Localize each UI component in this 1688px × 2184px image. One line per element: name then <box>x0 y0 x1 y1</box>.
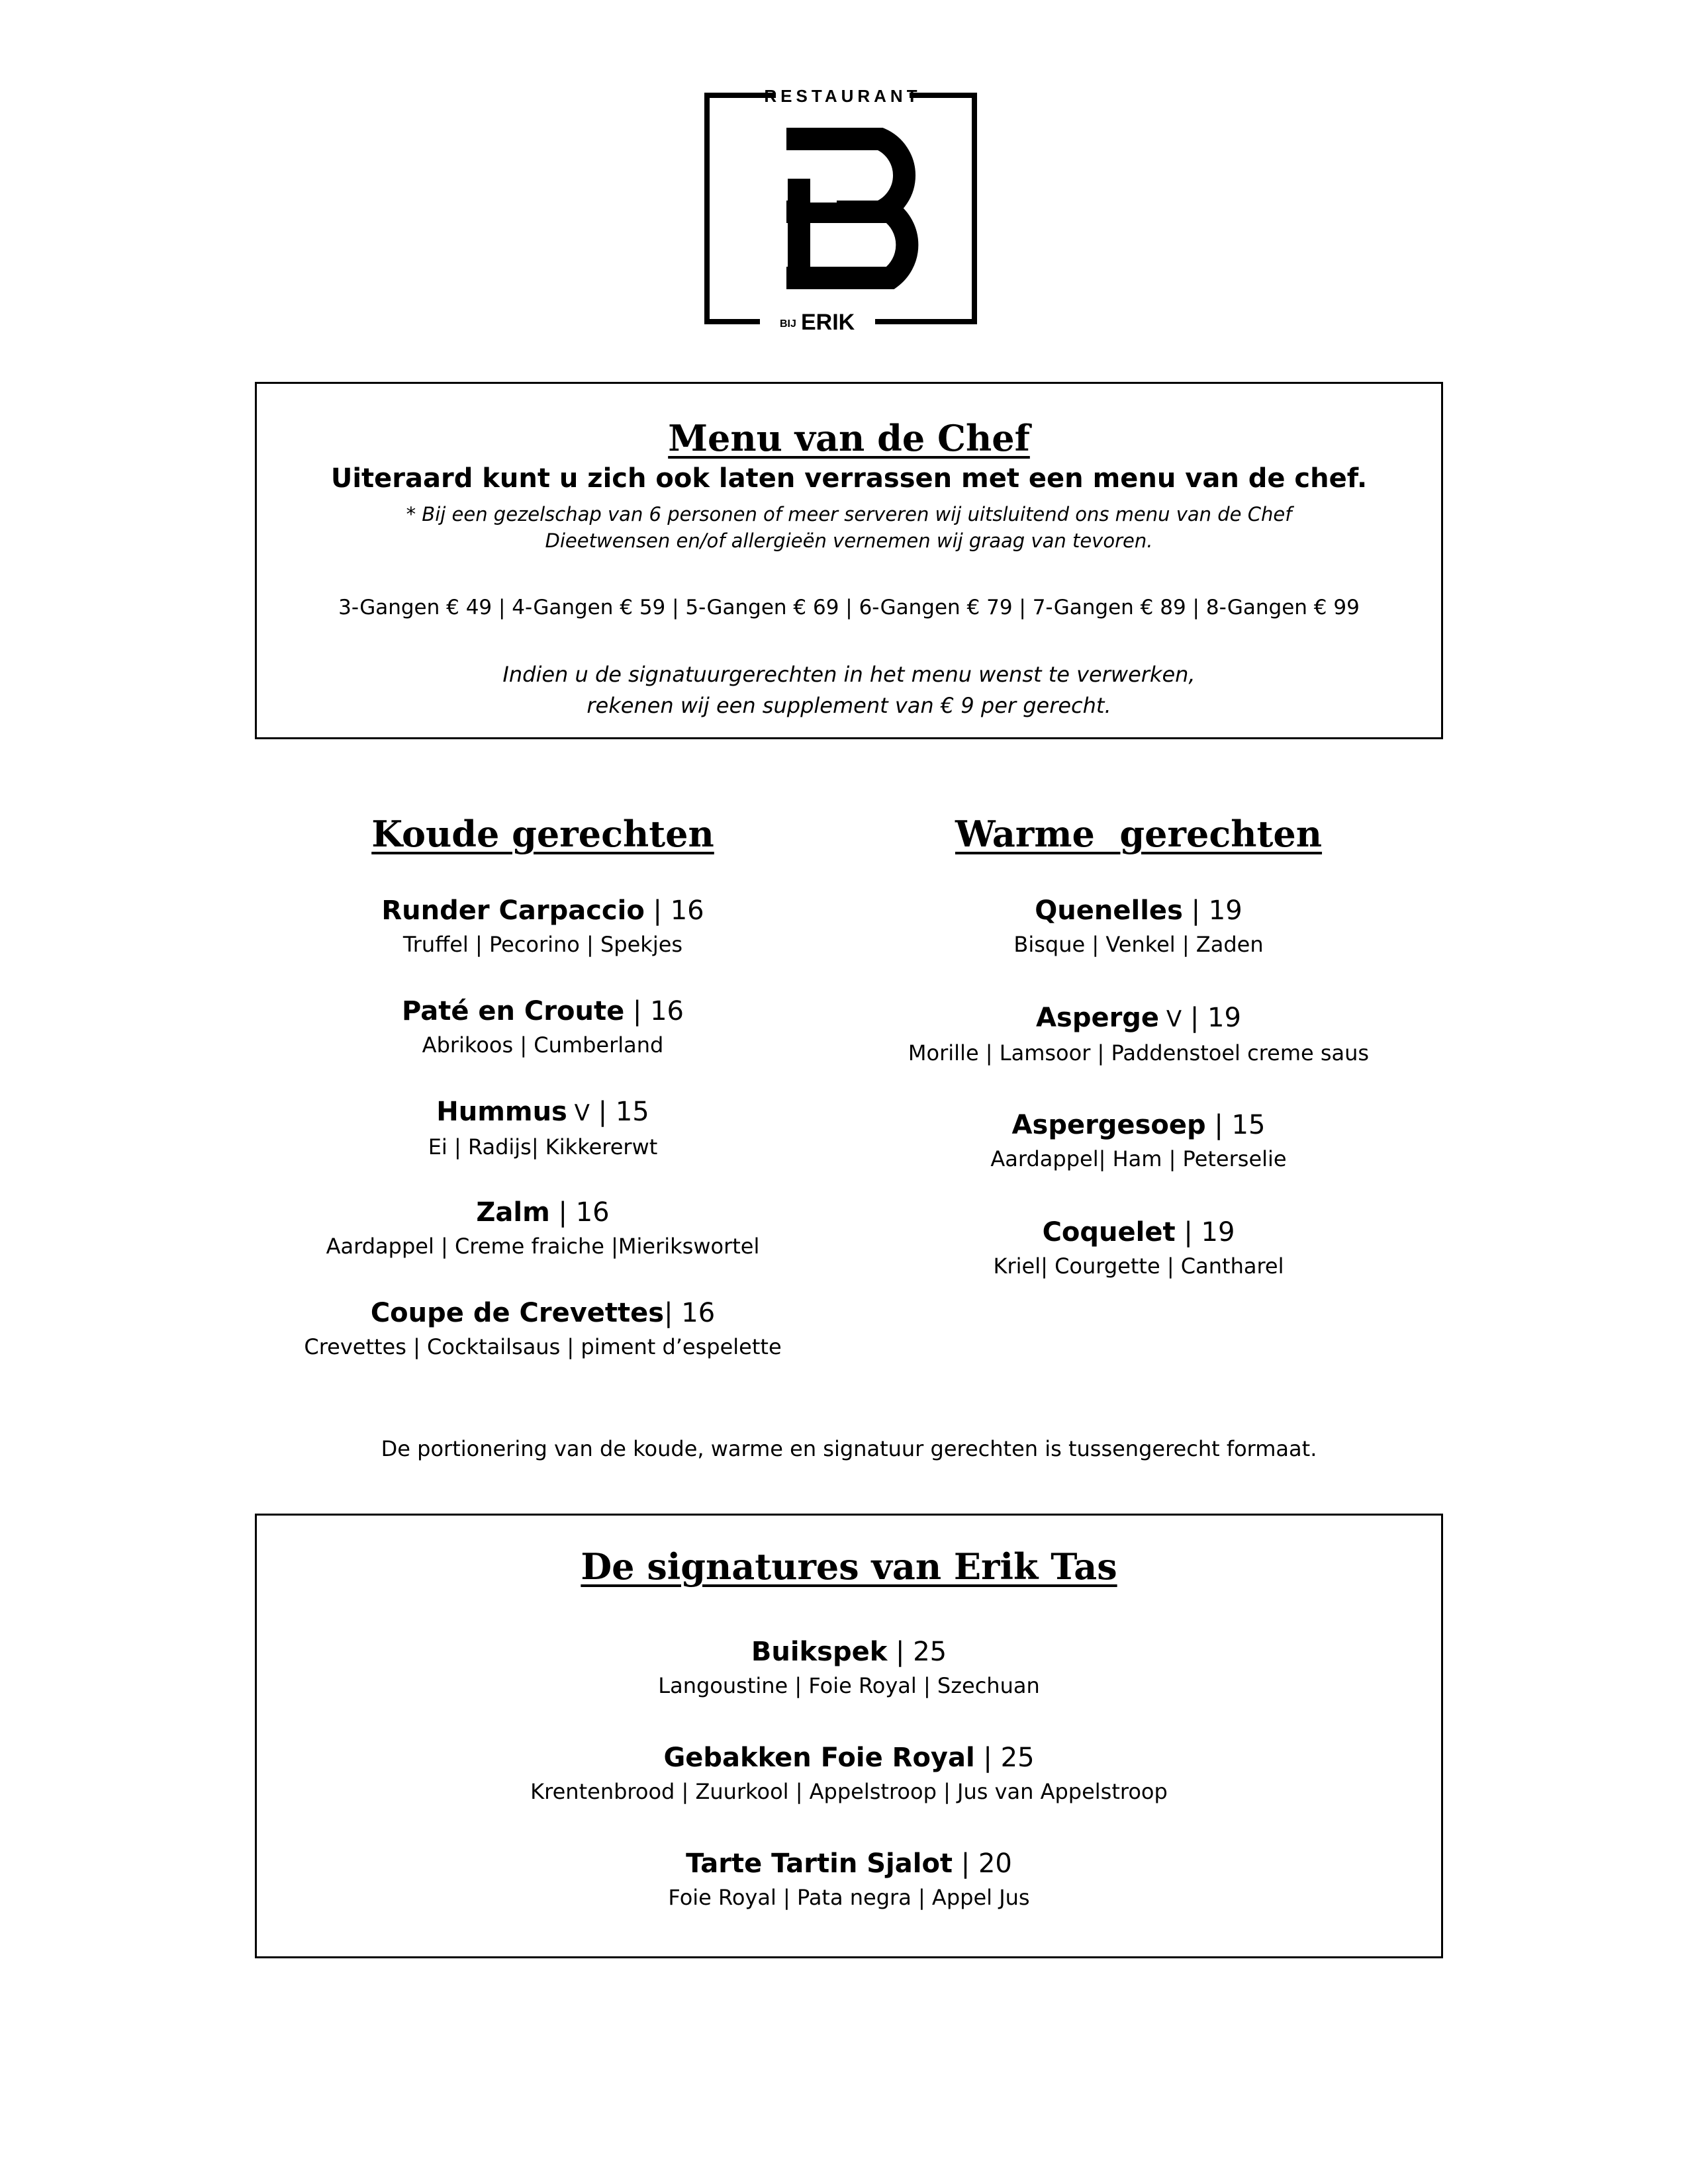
menu-item <box>278 1296 808 1396</box>
dish-price: | 25 <box>887 1637 947 1667</box>
dish-price: | 16 <box>624 996 684 1026</box>
dish-name: Runder Carpaccio <box>381 895 645 926</box>
signatures-box <box>255 1514 1443 1958</box>
dish-ingredients: Aardappel| Ham | Peterselie <box>990 1146 1287 1171</box>
supplement-note-line1: Indien u de signatuurgerechten in het menu wenst te verwerken, <box>502 662 1196 687</box>
warm-dishes-title: Warme gerechten <box>955 813 1323 855</box>
dish-ingredients: Kriel| Courgette | Cantharel <box>993 1253 1284 1279</box>
vegetarian-mark: V <box>567 1100 590 1126</box>
dish-name: Coquelet <box>1042 1217 1176 1248</box>
dish-price: | 16 <box>664 1298 716 1328</box>
b-letter-icon <box>786 139 907 278</box>
dish-price: | 25 <box>974 1743 1035 1773</box>
menu-item <box>257 1635 1441 1741</box>
menu-item <box>874 893 1403 1001</box>
dish-ingredients: Aardappel | Creme fraiche |Mierikswortel <box>326 1234 760 1259</box>
dish-ingredients: Crevettes | Cocktailsaus | piment d’espelette <box>304 1334 782 1359</box>
signatures-list <box>257 1635 1441 1939</box>
dish-name: Hummus <box>436 1097 567 1127</box>
logo-bottom-text: ERIK <box>801 310 855 335</box>
restaurant-logo <box>702 79 980 338</box>
group-note: * Bij een gezelschap van 6 personen of meer serveren wij uitsluitend ons menu van de Chef <box>406 503 1292 525</box>
dish-name: Asperge <box>1036 1003 1160 1033</box>
dish-price: | 20 <box>953 1848 1012 1879</box>
signatures-title: De signatures van Erik Tas <box>581 1545 1117 1588</box>
allergy-note: Dieetwensen en/of allergieën vernemen wij graag van tevoren. <box>545 529 1153 552</box>
logo-bij-text: BIJ <box>780 318 796 330</box>
dish-ingredients: Bisque | Venkel | Zaden <box>1013 932 1264 957</box>
dish-name: Coupe de Crevettes <box>370 1298 665 1328</box>
dish-name: Gebakken Foie Royal <box>663 1743 975 1773</box>
menu-item <box>874 1215 1403 1322</box>
chef-menu-lead: Uiteraard kunt u zich ook laten verrassen met een menu van de chef. <box>330 463 1368 494</box>
dish-price: | 19 <box>1182 1003 1241 1033</box>
menu-item <box>874 1108 1403 1215</box>
logo-top-text: RESTAURANT <box>764 86 921 106</box>
menu-item <box>278 1095 808 1195</box>
portion-note: De portionering van de koude, warme en signatuur gerechten is tussengerecht formaat. <box>381 1436 1317 1461</box>
menu-item <box>874 1001 1403 1108</box>
menu-item <box>257 1846 1441 1939</box>
dish-name: Zalm <box>476 1197 550 1228</box>
dish-ingredients: Abrikoos | Cumberland <box>422 1032 664 1058</box>
dish-price: | 15 <box>1205 1110 1266 1140</box>
dish-price: | 19 <box>1175 1217 1235 1248</box>
menu-item <box>278 994 808 1095</box>
dish-name: Paté en Croute <box>401 996 625 1026</box>
dish-price: | 16 <box>644 895 704 926</box>
dish-name: Aspergesoep <box>1011 1110 1206 1140</box>
menu-item <box>278 1195 808 1296</box>
dish-ingredients: Foie Royal | Pata negra | Appel Jus <box>668 1885 1030 1910</box>
course-prices: 3-Gangen € 49 | 4-Gangen € 59 | 5-Gangen € 69 | 6-Gangen € 79 | 7-Gangen € 89 | 8-Gangen € 99 <box>338 596 1360 619</box>
dish-ingredients: Morille | Lamsoor | Paddenstoel creme saus <box>908 1040 1370 1066</box>
dish-name: Buikspek <box>751 1637 888 1667</box>
menu-item <box>257 1741 1441 1846</box>
cold-dishes-section <box>278 811 808 1396</box>
cold-dishes-title: Koude gerechten <box>371 813 714 855</box>
dish-price: | 15 <box>589 1097 649 1127</box>
warm-dishes-section <box>874 811 1403 1322</box>
dish-price: | 16 <box>549 1197 610 1228</box>
chef-menu-title: Menu van de Chef <box>668 417 1030 459</box>
supplement-note-line2: rekenen wij een supplement van € 9 per gerecht. <box>586 693 1111 718</box>
menu-item <box>278 893 808 994</box>
dish-ingredients: Truffel | Pecorino | Spekjes <box>402 932 683 957</box>
dish-ingredients: Krentenbrood | Zuurkool | Appelstroop | Jus van Appelstroop <box>530 1779 1168 1804</box>
vegetarian-mark: V <box>1159 1006 1182 1032</box>
dish-price: | 19 <box>1182 895 1243 926</box>
dish-ingredients: Langoustine | Foie Royal | Szechuan <box>658 1673 1040 1698</box>
dish-ingredients: Ei | Radijs| Kikkererwt <box>428 1134 658 1160</box>
chef-menu-box <box>255 382 1443 739</box>
dish-name: Quenelles <box>1035 895 1183 926</box>
dish-name: Tarte Tartin Sjalot <box>686 1848 953 1879</box>
